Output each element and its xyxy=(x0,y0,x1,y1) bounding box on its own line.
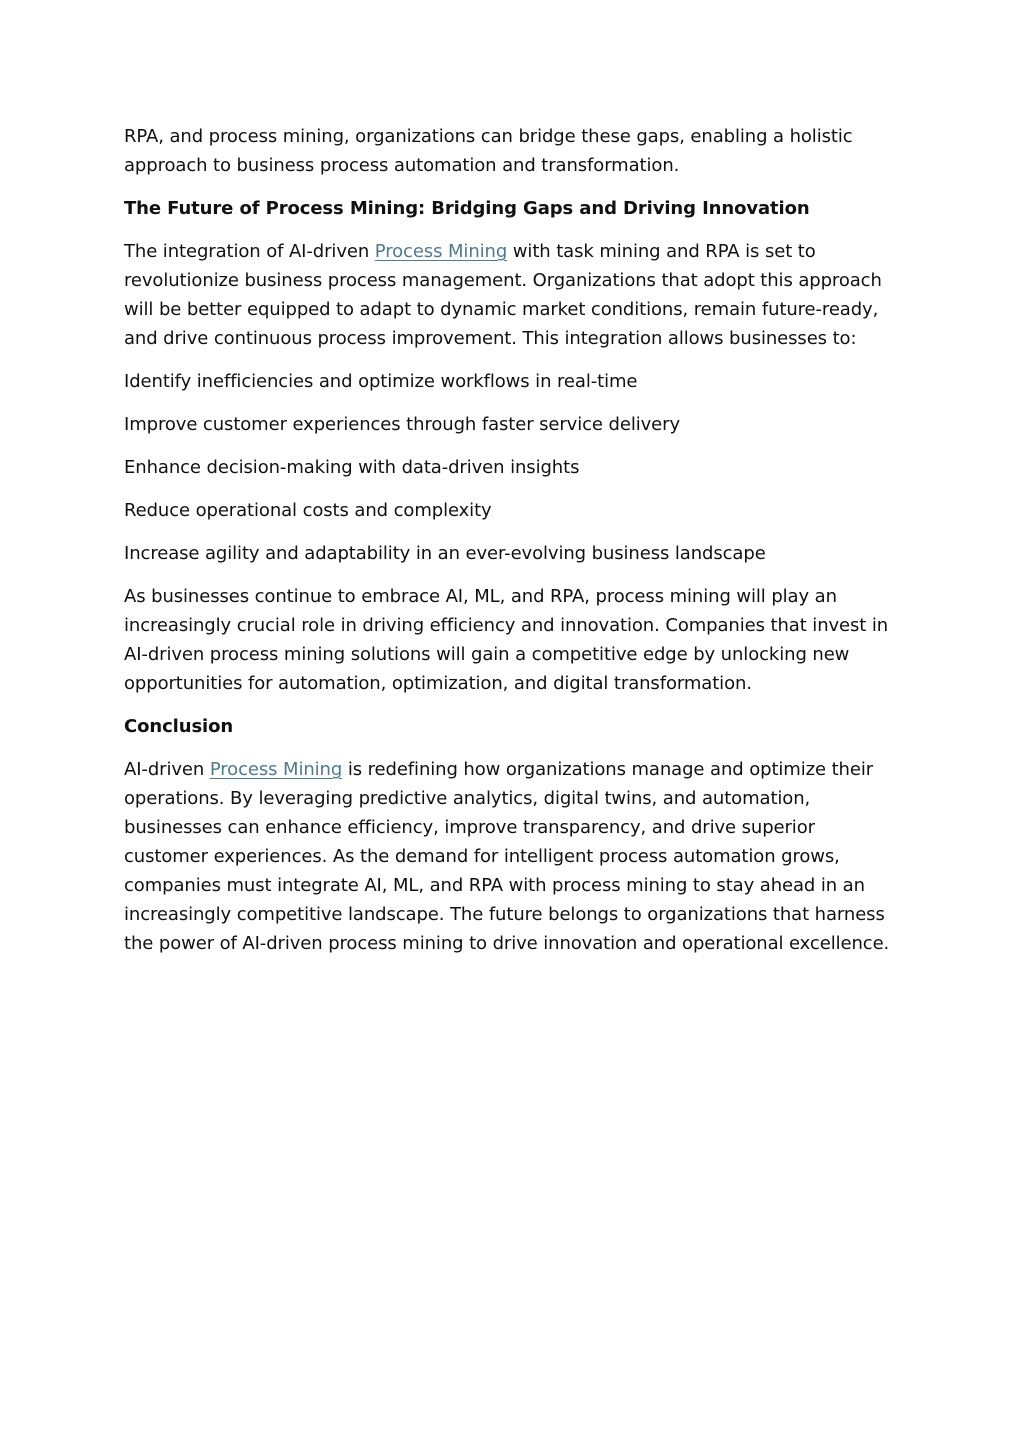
future-intro-text-after: with task mining and RPA is set to revolutionize business process management. Organizations that adopt this approach will be better equipped to adapt to dynamic market conditions, remain future-ready, and drive continuous process improvement. This integration allows businesses to: xyxy=(124,241,882,349)
document-page xyxy=(124,122,904,972)
future-heading: The Future of Process Mining: Bridging Gaps and Driving Innovation xyxy=(124,198,810,219)
benefit-item: Reduce operational costs and complexity xyxy=(124,500,492,521)
conclusion-text-after: is redefining how organizations manage and optimize their operations. By leveraging predictive analytics, digital twins, and automation, businesses can enhance efficiency, improve transparency, and drive superior customer experiences. As the demand for intelligent process automation grows, companies must integrate AI, ML, and RPA with process mining to stay ahead in an increasingly competitive landscape. The future belongs to organizations that harness the power of AI-driven process mining to drive innovation and operational excellence. xyxy=(124,759,890,954)
benefit-item: Increase agility and adaptability in an ever-evolving business landscape xyxy=(124,543,766,564)
conclusion-heading: Conclusion xyxy=(124,716,234,737)
benefit-item: Identify inefficiencies and optimize workflows in real-time xyxy=(124,371,638,392)
conclusion-text-before: AI-driven xyxy=(124,759,210,780)
benefit-item: Improve customer experiences through faster service delivery xyxy=(124,414,681,435)
future-closing-paragraph: As businesses continue to embrace AI, ML, and RPA, process mining will play an increasingly crucial role in driving efficiency and innovation. Companies that invest in AI-driven process mining solutions will gain a competitive edge by unlocking new opportunities for automation, optimization, and digital transformation. xyxy=(124,586,889,694)
conclusion-paragraph xyxy=(124,755,904,958)
process-mining-link-conclusion[interactable]: Process Mining xyxy=(209,759,343,780)
intro-paragraph: RPA, and process mining, organizations can bridge these gaps, enabling a holistic approach to business process automation and transformation. xyxy=(124,126,853,176)
process-mining-link[interactable]: Process Mining xyxy=(374,241,508,262)
benefit-item: Enhance decision-making with data-driven insights xyxy=(124,457,580,478)
future-intro-text-before: The integration of AI-driven xyxy=(124,241,375,262)
future-intro-paragraph xyxy=(124,237,904,353)
